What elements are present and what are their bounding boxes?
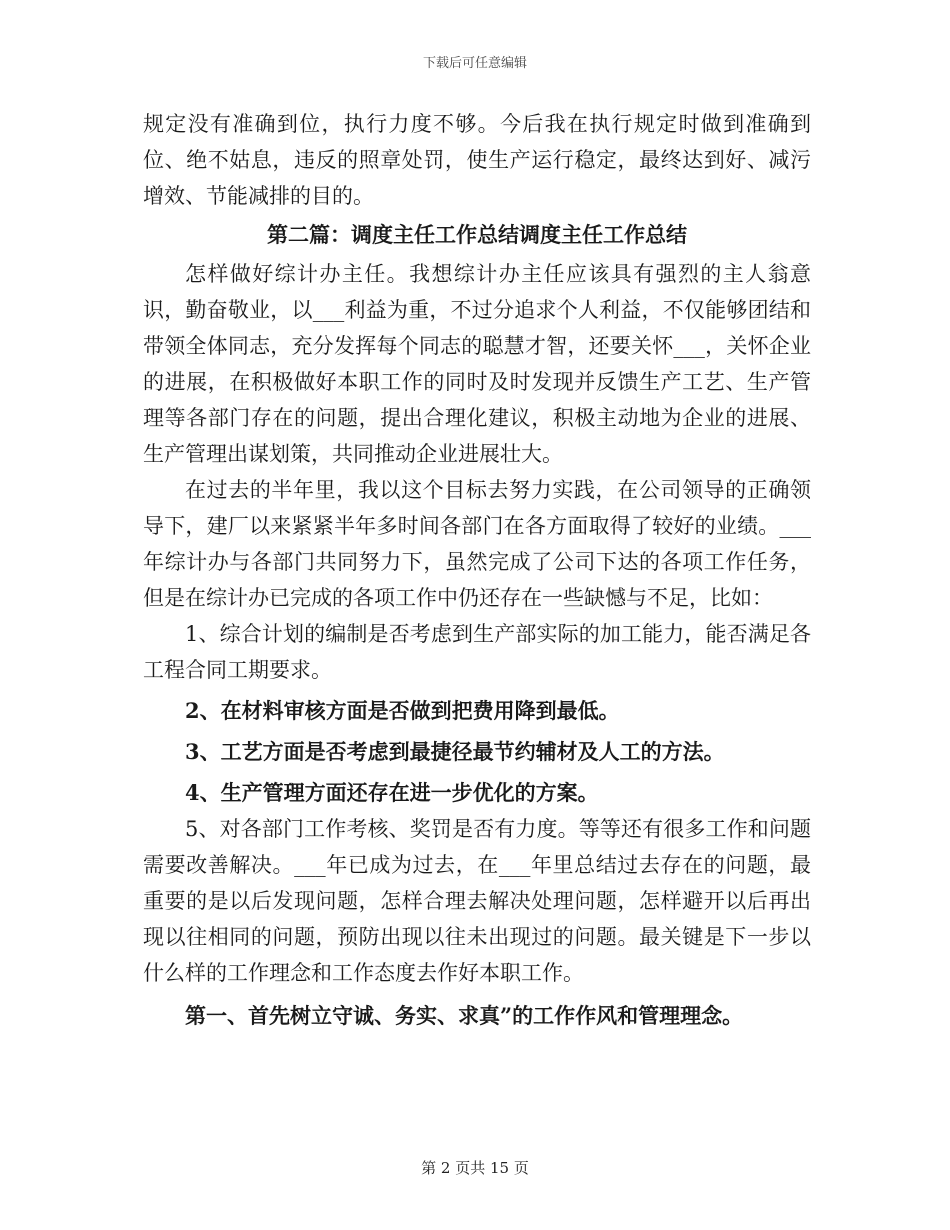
list-item-4: 4、生产管理方面还存在进一步优化的方案。	[185, 780, 599, 805]
page-header: 下载后可任意编辑	[422, 56, 527, 71]
principle-heading: 第一、首先树立守诚、务实、求真”的工作作风和管理理念。	[185, 1003, 744, 1028]
list-item-2: 2、在材料审核方面是否做到把费用降到最低。	[185, 698, 620, 723]
paragraph-intro: 怎样做好综计办主任。我想综计办主任应该具有强烈的主人翁意识，勤奋敬业，以___利益为重，不过分追求个人利益，不仅能够团结和带领全体同志，充分发挥每个同志的聪慧才智，还要关怀___，关怀企业的进展，在积极做好本职工作的同时及时发现并反馈生产工艺、生产管理等各部门存在的问题，提出合理化建议，积极主动地为企业的进展、生产管理出谋划策，共同推动企业进展壮大。	[143, 262, 811, 466]
page-footer: 第 2 页共 15 页	[421, 1159, 529, 1177]
section-title: 第二篇：调度主任工作总结调度主任工作总结	[267, 222, 687, 247]
document-body	[143, 106, 811, 1034]
list-item-3: 3、工艺方面是否考虑到最捷径最节约辅材及人工的方法。	[185, 739, 725, 764]
paragraph-review: 在过去的半年里，我以这个目标去努力实践，在公司领导的正确领导下，建厂以来紧紧半年多时间各部门在各方面取得了较好的业绩。___年综计办与各部门共同努力下，虽然完成了公司下达的各项工作任务，但是在综计办已完成的各项工作中仍还存在一些缺憾与不足，比如：	[143, 478, 811, 610]
list-item-5: 5、对各部门工作考核、奖罚是否有力度。等等还有很多工作和问题需要改善解决。___年已成为过去，在___年里总结过去存在的问题，最重要的是以后发现问题，怎样合理去解决处理问题，怎样避开以后再出现以往相同的问题，预防出现以往未出现过的问题。最关键是下一步以什么样的工作理念和工作态度去作好本职工作。	[143, 817, 811, 985]
paragraph-continuation: 规定没有准确到位，执行力度不够。今后我在执行规定时做到准确到位、绝不姑息，违反的照章处罚，使生产运行稳定，最终达到好、减污增效、节能减排的目的。	[143, 112, 811, 208]
list-item-1: 1、综合计划的编制是否考虑到生产部实际的加工能力，能否满足各工程合同工期要求。	[143, 622, 811, 682]
